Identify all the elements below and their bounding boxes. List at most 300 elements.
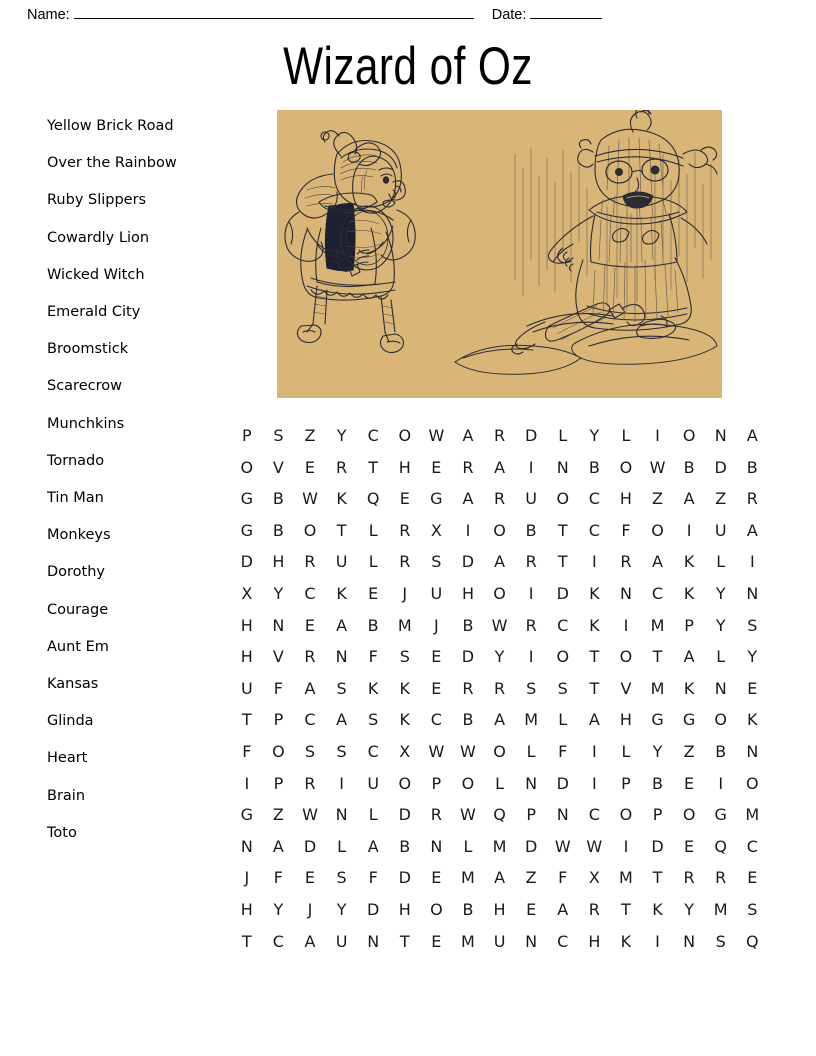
grid-cell[interactable]: A (494, 868, 506, 888)
grid-cell[interactable]: M (619, 868, 633, 888)
grid-cell[interactable]: D (714, 457, 727, 477)
grid-cell[interactable]: R (336, 457, 348, 477)
name-field[interactable] (27, 7, 474, 23)
grid-cell[interactable]: R (493, 426, 506, 445)
grid-cell[interactable]: P (621, 773, 631, 793)
grid-cell[interactable]: E (431, 457, 442, 477)
grid-cell[interactable]: U (367, 773, 380, 793)
grid-row (231, 546, 768, 578)
grid-cell[interactable]: T (652, 868, 663, 888)
grid-cell[interactable]: S (431, 552, 442, 572)
grid-cell[interactable]: S (747, 899, 758, 919)
grid-cell[interactable]: K (652, 899, 663, 919)
date-label: Date: (491, 7, 527, 23)
grid-cell[interactable]: A (683, 647, 695, 667)
grid-cell[interactable]: J (402, 583, 408, 603)
grid-cell[interactable]: N (525, 931, 538, 951)
grid-cell[interactable]: G (240, 805, 253, 825)
grid-cell[interactable]: I (623, 615, 629, 635)
grid-cell[interactable]: G (240, 520, 253, 540)
grid-cell[interactable]: T (241, 710, 252, 730)
grid-cell[interactable]: K (747, 710, 758, 730)
grid-cell[interactable]: P (241, 426, 252, 445)
grid-cell[interactable]: T (557, 520, 568, 540)
grid-cell[interactable]: K (336, 583, 347, 603)
grid-cell[interactable]: R (430, 805, 442, 825)
grid-cell[interactable]: T (336, 520, 347, 540)
grid-cell[interactable]: Y (336, 899, 347, 919)
grid-cell[interactable]: Y (589, 426, 600, 445)
grid-cell[interactable]: K (683, 678, 695, 698)
grid-cell[interactable]: D (556, 583, 569, 603)
grid-cell[interactable]: W (491, 615, 508, 635)
grid-cell[interactable]: N (746, 741, 759, 761)
grid-cell[interactable]: A (304, 678, 316, 698)
grid-cell[interactable]: A (683, 489, 695, 509)
grid-cell[interactable]: B (746, 457, 758, 477)
grid-cell[interactable]: Q (493, 805, 506, 825)
grid-cell[interactable]: C (304, 583, 316, 603)
grid-cell[interactable]: R (683, 868, 695, 888)
word-list-item: Scarecrow (47, 378, 122, 395)
grid-cell[interactable]: S (273, 426, 284, 445)
grid-cell[interactable]: A (336, 615, 348, 635)
grid-cell[interactable]: H (461, 583, 474, 603)
grid-cell[interactable]: R (493, 489, 506, 509)
grid-cell[interactable]: E (368, 583, 379, 603)
grid-cell[interactable]: R (462, 457, 474, 477)
grid-cell[interactable]: B (683, 457, 695, 477)
page-title: Wizard of Oz (283, 37, 533, 96)
grid-cell[interactable]: O (430, 899, 443, 919)
grid-cell[interactable]: B (272, 520, 284, 540)
grid-cell[interactable]: R (399, 552, 411, 572)
grid-cell[interactable]: H (588, 931, 601, 951)
grid-cell[interactable]: G (682, 710, 696, 730)
grid-cell[interactable]: W (302, 489, 318, 509)
grid-cell[interactable]: B (367, 615, 379, 635)
grid-cell[interactable]: A (494, 710, 506, 730)
grid-cell[interactable]: O (272, 741, 285, 761)
grid-cell[interactable]: R (304, 552, 316, 572)
grid-cell[interactable]: C (588, 520, 600, 540)
grid-cell[interactable]: O (461, 773, 475, 793)
grid-cell[interactable]: I (528, 647, 534, 667)
grid-cell[interactable]: D (461, 647, 475, 667)
grid-cell[interactable]: N (335, 805, 348, 825)
grid-cell[interactable]: M (397, 615, 412, 635)
grid-cell[interactable]: P (431, 773, 442, 793)
grid-cell[interactable]: W (428, 741, 445, 761)
grid-cell[interactable]: W (302, 805, 318, 825)
date-field[interactable] (492, 7, 603, 23)
grid-cell[interactable]: N (746, 583, 759, 603)
grid-cell[interactable]: W (460, 741, 476, 761)
grid-cell[interactable]: H (398, 899, 411, 919)
grid-cell[interactable]: K (683, 552, 695, 572)
grid-cell[interactable]: N (714, 678, 727, 698)
grid-cell[interactable]: B (462, 899, 474, 919)
grid-cell[interactable]: U (714, 520, 727, 540)
grid-cell[interactable]: R (304, 647, 316, 667)
grid-cell[interactable]: O (714, 710, 727, 730)
grid-cell[interactable]: Q (746, 931, 759, 951)
grid-cell[interactable]: K (683, 583, 695, 603)
grid-cell[interactable]: S (304, 741, 316, 761)
grid-cell[interactable]: Y (715, 583, 726, 603)
grid-cell[interactable]: D (240, 552, 253, 572)
grid-cell[interactable]: E (684, 836, 695, 856)
grid-cell[interactable]: S (557, 678, 568, 698)
grid-cell[interactable]: Z (683, 741, 695, 761)
grid-cell[interactable]: H (398, 457, 411, 477)
grid-cell[interactable]: Y (747, 647, 758, 667)
grid-cell[interactable]: J (244, 868, 250, 888)
grid-cell[interactable]: O (682, 805, 696, 825)
grid-cell[interactable]: P (273, 773, 284, 793)
grid-cell[interactable]: I (718, 773, 724, 793)
grid-cell[interactable]: W (428, 426, 445, 445)
grid-cell[interactable]: A (336, 710, 348, 730)
grid-cell[interactable]: N (556, 457, 569, 477)
grid-cell[interactable]: B (462, 615, 474, 635)
grid-cell[interactable]: H (619, 489, 632, 509)
grid-cell[interactable]: I (655, 426, 660, 445)
grid-cell[interactable]: F (558, 741, 568, 761)
grid-cell[interactable]: X (241, 583, 253, 603)
grid-cell[interactable]: A (652, 552, 663, 572)
grid-cell[interactable]: C (557, 615, 569, 635)
grid-cell[interactable]: I (655, 931, 660, 951)
grid-cell[interactable]: F (368, 647, 378, 667)
grid-cell[interactable]: A (304, 931, 316, 951)
grid-cell[interactable]: A (462, 489, 474, 509)
grid-cell[interactable]: O (651, 520, 664, 540)
grid-cell[interactable]: U (335, 931, 348, 951)
grid-cell[interactable]: Y (336, 426, 347, 445)
grid-cell[interactable]: R (304, 773, 316, 793)
grid-cell[interactable]: C (588, 805, 600, 825)
grid-cell[interactable]: A (588, 710, 600, 730)
grid-cell[interactable]: N (335, 647, 348, 667)
grid-cell[interactable]: H (240, 899, 253, 919)
grid-cell[interactable]: G (240, 489, 253, 509)
grid-cell[interactable]: F (273, 678, 283, 698)
grid-cell[interactable]: I (528, 583, 534, 603)
grid-cell[interactable]: Y (652, 741, 663, 761)
grid-cell[interactable]: Z (715, 489, 727, 509)
grid-cell[interactable]: O (398, 426, 412, 445)
grid-cell[interactable]: C (651, 583, 664, 603)
grid-cell[interactable]: D (461, 552, 475, 572)
grid-cell[interactable]: P (273, 710, 284, 730)
grid-cell[interactable]: B (399, 836, 411, 856)
grid-cell[interactable]: I (591, 552, 597, 572)
grid-cell[interactable]: Y (684, 899, 694, 919)
grid-cell[interactable]: E (431, 868, 442, 888)
grid-cell[interactable]: E (684, 773, 695, 793)
grid-cell[interactable]: H (619, 710, 632, 730)
grid-cell[interactable]: N (525, 773, 538, 793)
grid-cell[interactable]: N (619, 583, 632, 603)
grid-cell[interactable]: O (398, 773, 412, 793)
grid-cell[interactable]: X (430, 520, 442, 540)
grid-cell[interactable]: P (684, 615, 694, 635)
grid-cell[interactable]: Z (525, 868, 537, 888)
grid-cell[interactable]: Y (494, 647, 505, 667)
grid-cell[interactable]: M (524, 710, 539, 730)
grid-cell[interactable]: Q (714, 836, 727, 856)
grid-cell[interactable]: T (652, 647, 663, 667)
grid-cell[interactable]: L (526, 741, 536, 761)
grid-cell[interactable]: L (337, 836, 347, 856)
grid-cell[interactable]: S (336, 868, 347, 888)
grid-cell[interactable]: D (398, 868, 411, 888)
grid-cell[interactable]: G (714, 805, 727, 825)
grid-cell[interactable]: C (557, 931, 569, 951)
grid-cell[interactable]: K (589, 583, 600, 603)
grid-cell[interactable]: L (368, 520, 378, 540)
grid-cell[interactable]: C (588, 489, 600, 509)
grid-cell[interactable]: M (713, 899, 728, 919)
grid-cell[interactable]: S (336, 741, 347, 761)
grid-cell[interactable]: B (462, 710, 474, 730)
word-search-grid (231, 420, 768, 957)
grid-cell[interactable]: L (463, 836, 473, 856)
grid-cell[interactable]: E (304, 868, 316, 888)
grid-cell[interactable]: L (558, 710, 568, 730)
grid-cell[interactable]: I (591, 741, 597, 761)
grid-cell[interactable]: J (307, 899, 313, 919)
grid-cell[interactable]: A (746, 426, 758, 445)
grid-cell[interactable]: E (304, 615, 316, 635)
grid-cell[interactable]: T (241, 931, 252, 951)
name-write-line[interactable] (74, 7, 474, 19)
grid-cell[interactable]: U (493, 931, 506, 951)
grid-cell[interactable]: U (525, 489, 537, 509)
grid-cell[interactable]: E (399, 489, 410, 509)
grid-cell[interactable]: F (621, 520, 631, 540)
grid-cell[interactable]: C (430, 710, 442, 730)
grid-cell[interactable]: L (368, 805, 378, 825)
grid-cell[interactable]: R (525, 615, 537, 635)
grid-cell[interactable]: P (526, 805, 536, 825)
grid-cell[interactable]: E (431, 931, 442, 951)
grid-cell[interactable]: T (557, 552, 568, 572)
grid-cell[interactable]: B (588, 457, 600, 477)
grid-cell[interactable]: Z (272, 805, 284, 825)
grid-cell[interactable]: Y (273, 583, 284, 603)
word-list-item: Tornado (47, 452, 105, 469)
grid-row (231, 799, 768, 831)
grid-cell[interactable]: O (619, 647, 633, 667)
grid-cell[interactable]: I (528, 457, 534, 477)
grid-cell[interactable]: W (460, 805, 476, 825)
grid-cell[interactable]: L (495, 773, 504, 793)
grid-cell[interactable]: S (336, 678, 347, 698)
grid-cell[interactable]: R (715, 868, 727, 888)
grid-cell[interactable]: M (650, 678, 665, 698)
grid-cell[interactable]: I (749, 552, 755, 572)
grid-cell[interactable]: Z (304, 426, 316, 445)
grid-cell[interactable]: O (619, 805, 633, 825)
grid-cell[interactable]: O (493, 741, 506, 761)
grid-cell[interactable]: N (430, 836, 443, 856)
grid-cell[interactable]: N (714, 426, 727, 445)
grid-cell[interactable]: V (620, 678, 632, 698)
grid-cell[interactable]: A (272, 836, 284, 856)
grid-cell[interactable]: B (272, 489, 284, 509)
grid-cell[interactable]: N (556, 805, 569, 825)
grid-cell[interactable]: I (465, 520, 471, 540)
grid-cell[interactable]: H (240, 615, 253, 635)
grid-cell[interactable]: Q (366, 489, 380, 509)
grid-cell[interactable]: L (621, 426, 631, 445)
grid-cell[interactable]: F (273, 868, 283, 888)
grid-cell[interactable]: R (620, 552, 632, 572)
grid-cell[interactable]: D (367, 899, 380, 919)
grid-cell[interactable]: K (367, 678, 379, 698)
grid-cell[interactable]: E (431, 647, 442, 667)
grid-cell[interactable]: F (368, 868, 378, 888)
grid-cell[interactable]: O (556, 489, 570, 509)
grid-cell[interactable]: L (621, 741, 631, 761)
grid-cell[interactable]: D (556, 773, 569, 793)
grid-cell[interactable]: H (272, 552, 285, 572)
grid-cell[interactable]: E (304, 457, 316, 477)
grid-cell[interactable]: J (434, 615, 439, 635)
grid-cell[interactable]: R (399, 520, 411, 540)
grid-cell[interactable]: R (588, 899, 600, 919)
grid-cell[interactable]: A (494, 457, 506, 477)
grid-cell[interactable]: A (462, 426, 474, 445)
grid-cell[interactable]: A (367, 836, 379, 856)
grid-cell[interactable]: W (649, 457, 666, 477)
grid-cell[interactable]: G (651, 710, 664, 730)
grid-cell[interactable]: C (304, 710, 316, 730)
grid-cell[interactable]: V (272, 647, 284, 667)
grid-cell[interactable]: F (242, 741, 252, 761)
grid-cell[interactable]: D (524, 426, 538, 445)
grid-cell[interactable]: V (272, 457, 284, 477)
grid-cell[interactable]: K (399, 710, 411, 730)
grid-cell[interactable]: O (619, 457, 633, 477)
grid-cell[interactable]: E (747, 868, 758, 888)
grid-cell[interactable]: O (240, 457, 254, 477)
grid-cell[interactable]: T (399, 931, 410, 951)
grid-cell[interactable]: T (589, 678, 600, 698)
grid-cell[interactable]: O (556, 647, 570, 667)
grid-cell[interactable]: E (747, 678, 758, 698)
grid-cell[interactable]: D (303, 836, 317, 856)
grid-cell[interactable]: M (745, 805, 760, 825)
grid-cell[interactable]: L (716, 647, 726, 667)
grid-cell[interactable]: X (588, 868, 600, 888)
grid-cell[interactable]: K (620, 931, 632, 951)
grid-cell[interactable]: D (398, 805, 411, 825)
grid-cell[interactable]: T (621, 899, 631, 919)
grid-cell[interactable]: X (399, 741, 411, 761)
grid-cell[interactable]: R (525, 552, 537, 572)
grid-cell[interactable]: T (368, 457, 379, 477)
grid-cell[interactable]: Z (652, 489, 663, 509)
grid-cell[interactable]: A (557, 899, 569, 919)
grid-cell[interactable]: M (461, 868, 475, 888)
grid-cell[interactable]: L (368, 552, 378, 572)
grid-cell[interactable]: K (589, 615, 600, 635)
grid-cell[interactable]: N (240, 836, 253, 856)
grid-cell[interactable]: U (240, 678, 253, 698)
grid-cell[interactable]: I (339, 773, 344, 793)
grid-cell[interactable]: S (526, 678, 537, 698)
grid-cell[interactable]: M (492, 836, 507, 856)
grid-cell[interactable]: B (525, 520, 537, 540)
grid-cell[interactable]: E (526, 899, 537, 919)
grid-cell[interactable]: B (715, 741, 727, 761)
grid-cell[interactable]: F (558, 868, 568, 888)
grid-cell[interactable]: B (652, 773, 663, 793)
grid-cell[interactable]: L (716, 552, 726, 572)
grid-cell[interactable]: C (367, 741, 379, 761)
grid-cell[interactable]: S (368, 710, 379, 730)
grid-cell[interactable]: O (682, 426, 696, 445)
grid-cell[interactable]: H (240, 647, 253, 667)
grid-cell[interactable]: S (399, 647, 410, 667)
grid-cell[interactable]: L (558, 426, 568, 445)
grid-cell[interactable]: Y (715, 615, 726, 635)
date-write-line[interactable] (530, 7, 602, 19)
grid-cell[interactable]: Y (273, 899, 284, 919)
grid-cell[interactable]: D (524, 836, 538, 856)
grid-cell[interactable]: U (335, 552, 348, 572)
grid-cell[interactable]: K (399, 678, 411, 698)
grid-cell[interactable]: N (683, 931, 696, 951)
grid-cell[interactable]: U (430, 583, 443, 603)
grid-cell[interactable]: O (303, 520, 317, 540)
grid-cell[interactable]: R (746, 489, 758, 509)
grid-cell[interactable]: O (493, 520, 506, 540)
grid-cell[interactable]: O (493, 583, 506, 603)
grid-cell[interactable]: I (623, 836, 629, 856)
grid-cell[interactable]: R (493, 678, 506, 698)
grid-cell[interactable]: W (554, 836, 571, 856)
grid-cell[interactable]: S (747, 615, 758, 635)
grid-cell[interactable]: A (494, 552, 506, 572)
grid-cell[interactable]: S (715, 931, 726, 951)
grid-cell[interactable]: C (746, 836, 758, 856)
grid-cell[interactable]: W (586, 836, 603, 856)
grid-cell[interactable]: C (367, 426, 379, 445)
grid-cell[interactable]: I (686, 520, 692, 540)
grid-cell[interactable]: D (651, 836, 664, 856)
grid-cell[interactable]: P (652, 805, 663, 825)
grid-cell[interactable]: R (462, 678, 474, 698)
grid-cell[interactable]: N (367, 931, 380, 951)
grid-cell[interactable]: C (272, 931, 284, 951)
grid-cell[interactable]: I (244, 773, 250, 793)
grid-cell[interactable]: H (493, 899, 506, 919)
grid-cell[interactable]: A (746, 520, 758, 540)
grid-cell[interactable]: G (430, 489, 443, 509)
grid-cell[interactable]: T (589, 647, 600, 667)
grid-cell[interactable]: I (591, 773, 597, 793)
grid-cell[interactable]: K (336, 489, 347, 509)
grid-cell[interactable]: E (431, 678, 442, 698)
grid-cell[interactable]: N (272, 615, 285, 635)
grid-cell[interactable]: M (461, 931, 475, 951)
grid-cell[interactable]: O (746, 773, 759, 793)
grid-cell[interactable]: M (650, 615, 665, 635)
